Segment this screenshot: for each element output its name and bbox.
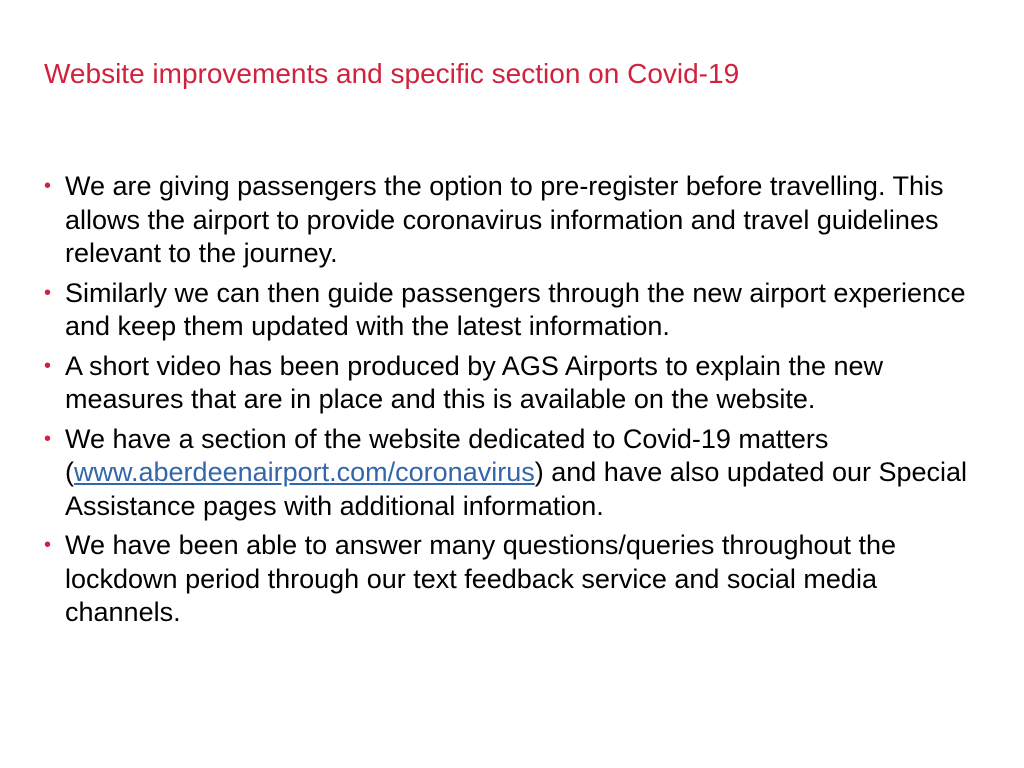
bullet-text-after-link: ) and have also updated our Special Assistance pages with additional information. — [65, 457, 968, 521]
bullet-item-feedback — [44, 529, 994, 630]
bullet-marker: • — [44, 175, 52, 197]
bullet-marker: • — [44, 281, 52, 304]
bullet-marker: • — [44, 427, 52, 450]
bullet-text: Similarly we can then guide passengers through the new airport experience and keep them updated with the latest information. — [65, 277, 966, 341]
bullet-list — [44, 170, 994, 636]
bullet-marker: • — [44, 354, 52, 377]
bullet-text: A short video has been produced by AGS Airports to explain the new measures that are in place and this is available on the website. — [65, 350, 884, 414]
bullet-item-video — [44, 350, 994, 417]
bullet-marker: • — [44, 534, 52, 556]
bullet-text-before-link: We have a section of the website dedicated to Covid-19 matters ( — [65, 423, 829, 487]
bullet-item-preregister — [44, 170, 994, 271]
coronavirus-page-link[interactable]: www.aberdeenairport.com/coronavirus — [74, 457, 535, 487]
bullet-text: We are giving passengers the option to pre-register before travelling. This allows the airport to provide coronavirus information and travel guidelines relevant to the journey. — [65, 171, 944, 268]
bullet-item-website-section — [44, 423, 994, 524]
slide-title: Website improvements and specific section on Covid-19 — [44, 58, 740, 89]
bullet-item-guide — [44, 277, 994, 344]
bullet-text: We have been able to answer many questions/queries throughout the lockdown period through our text feedback service and social media channels. — [65, 530, 897, 627]
